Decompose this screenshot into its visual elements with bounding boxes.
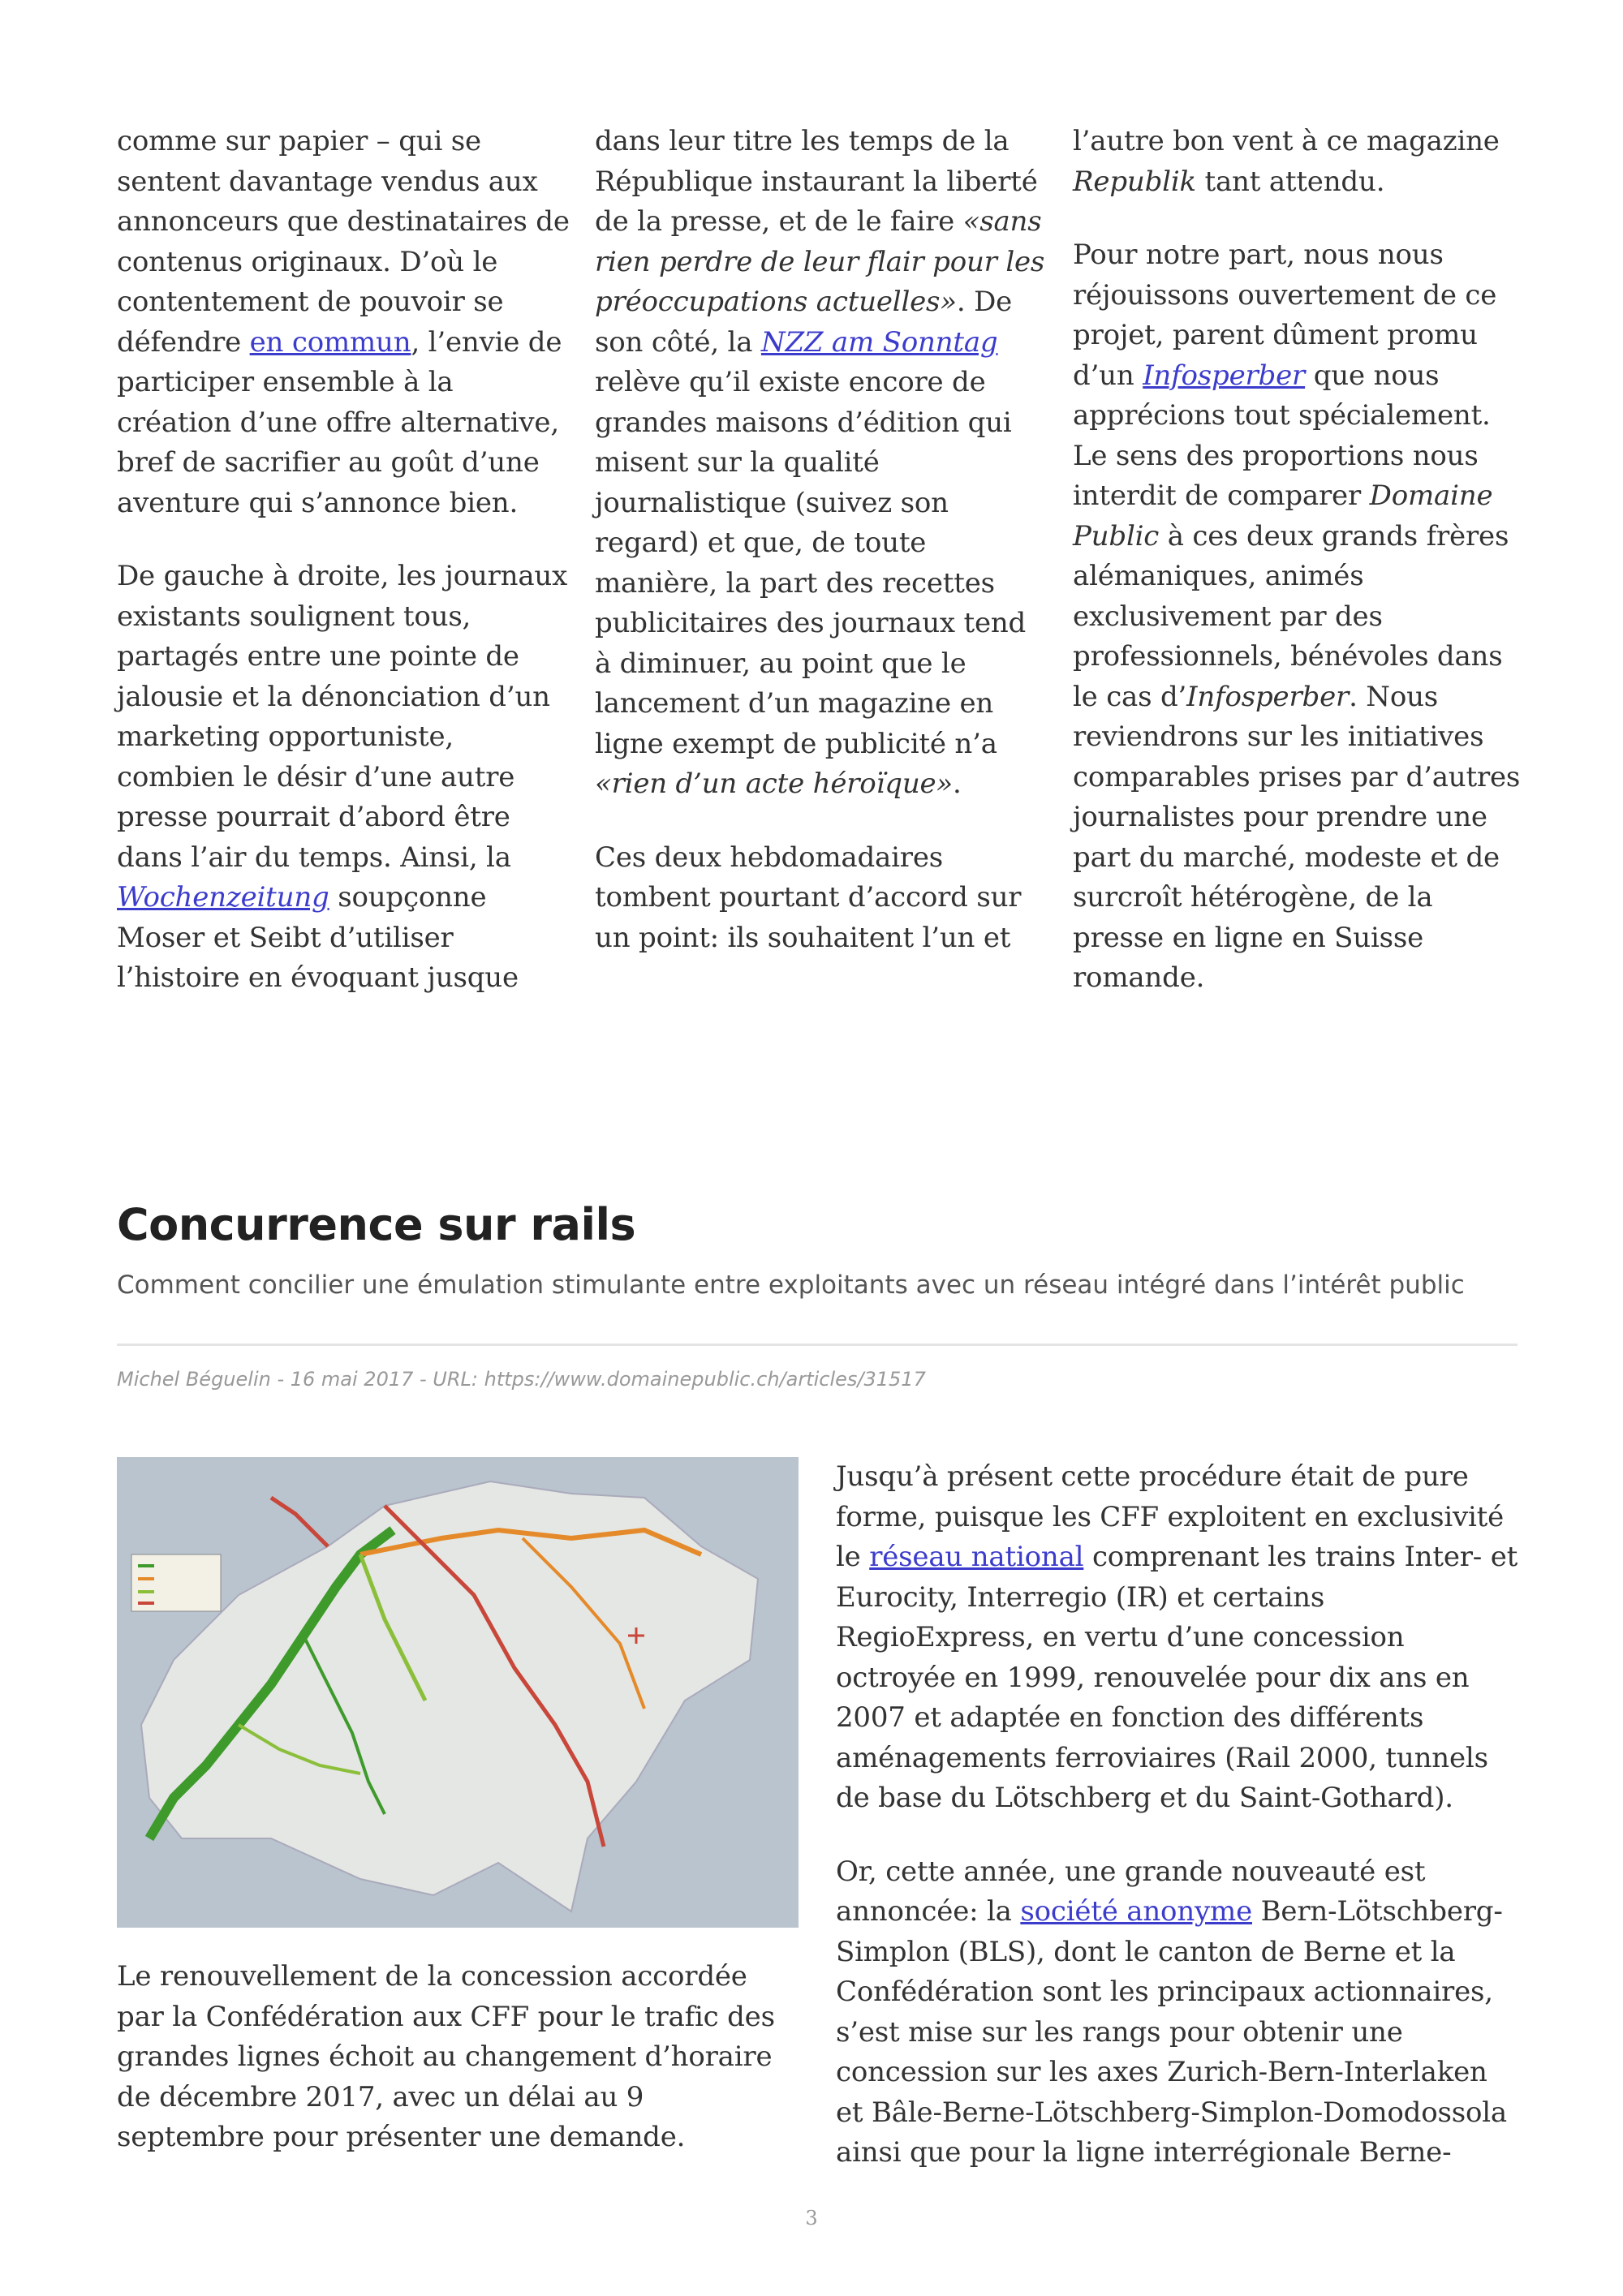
text-run: De gauche à droite, les journaux existants soulignent tous, partagés entre une pointe de jalousie et la dénonciation d’un marketing opportuniste, combien le désir d’une autre presse pourrait d’abord être dans l’air du temps. Ainsi, la (117, 560, 568, 874)
text-run: relève qu’il existe encore de grandes maisons d’édition qui misent sur la qualité journalistique (suivez son regard) et que, de toute manière, la part des recettes publicitaires des journaux tend à diminuer, au point que le lancement d’un magazine en ligne exempt de publicité n’a (595, 366, 1027, 760)
paragraph (1073, 235, 1527, 999)
rail-network-map-image (117, 1457, 799, 1928)
paragraph (836, 1852, 1522, 2173)
article-column-left (117, 1957, 799, 2191)
divider (117, 1344, 1518, 1346)
paragraph (595, 122, 1049, 805)
link-wochenzeitung[interactable]: Wochenzeitung (117, 881, 329, 914)
emphasis: Domaine Public (1073, 479, 1493, 553)
text-run: , l’envie de participer ensemble à la création d’une offre alternative, bref de sacrifier au goût d’une aventure qui s’annonce bien. (117, 325, 562, 519)
text-run: Pour notre part, nous nous réjouissons ouvertement de ce projet, parent dûment promu d’un (1073, 239, 1497, 392)
text-run: Bern-Lötschberg-Simplon (BLS), dont le canton de Berne et la Confédération sont les principaux actionnaires, s’est mise sur les rangs pour obtenir une concession sur les axes Zurich-Bern-Interlaken et Bâle-Berne-Lötschberg-Simplon-Domodossola ainsi que pour la ligne interrégionale Berne- (836, 1895, 1507, 2169)
text-run: . Nous reviendrons sur les initiatives comparables prises par d’autres journalistes pour prendre une part du marché, modeste et de surcroît hétérogène, de la presse en ligne en Suisse romande. (1073, 680, 1521, 994)
text-run: Jusqu’à présent cette procédure était de pure forme, puisque les CFF exploitent en exclusivité le (836, 1460, 1505, 1573)
text-run: à ces deux grands frères alémaniques, animés exclusivement par des professionnels, bénévoles dans le cas d’ (1073, 519, 1509, 713)
text-column-1 (117, 122, 571, 1032)
text-run: . (953, 767, 962, 800)
link-reseau-national[interactable]: réseau national (869, 1541, 1084, 1573)
paragraph (117, 122, 571, 523)
text-run: Or, cette année, une grande nouveauté est annoncée: la (836, 1855, 1426, 1928)
link-infosperber[interactable]: Infosperber (1143, 359, 1306, 392)
text-run: comprenant les trains Inter- et Eurocity, Interregio (IR) et certains RegioExpress, en vertu d’une concession octroyée en 1999, renouvelée pour dix ans en 2007 et adaptée en fonction des différents aménagements ferroviaires (Rail 2000, tunnels de base du Lötschberg et du Saint-Gothard). (836, 1541, 1518, 1814)
article-title: Concurrence sur rails (117, 1199, 636, 1250)
link-nzz-am-sonntag[interactable]: NZZ am Sonntag (760, 325, 998, 359)
text-run: que nous apprécions tout spécialement. Le sens des proportions nous interdit de comparer (1073, 359, 1491, 512)
text-run: tant attendu. (1195, 165, 1385, 198)
article-meta: Michel Béguelin - 16 mai 2017 - URL: https://www.domainepublic.ch/articles/31517 (117, 1368, 926, 1391)
paragraph: Le renouvellement de la concession accordée par la Confédération aux CFF pour le trafic des grandes lignes échoit au changement d’horaire de décembre 2017, avec un délai au 9 septembre pour présenter une demande. (117, 1960, 775, 2153)
article-column-right (836, 1457, 1522, 2207)
text-run: soupçonne Moser et Seibt d’utiliser l’histoire en évoquant jusque (117, 881, 519, 994)
paragraph (1073, 122, 1527, 202)
quote: «sans rien perdre de leur flair pour les préoccupations actuelles» (595, 205, 1045, 318)
text-run: comme sur papier – qui se sentent davantage vendus aux annonceurs que destinataires de contenus originaux. D’où le contentement de pouvoir se défendre (117, 125, 570, 359)
article-subtitle: Comment concilier une émulation stimulante entre exploitants avec un réseau intégré dans l’intérêt public (117, 1271, 1465, 1300)
text-column-3 (1073, 122, 1527, 1032)
link-en-commun[interactable]: en commun (249, 325, 411, 359)
emphasis: Republik (1073, 165, 1196, 198)
text-run: l’autre bon vent à ce magazine (1073, 125, 1500, 157)
text-run: dans leur titre les temps de la République instaurant la liberté de la presse, et de le faire (595, 125, 1038, 238)
text-run: . De son côté, la (595, 286, 1013, 359)
quote: «rien d’un acte héroïque» (595, 767, 954, 800)
page-number: 3 (805, 2207, 818, 2229)
text-column-2 (595, 122, 1049, 991)
paragraph: Ces deux hebdomadaires tombent pourtant d’accord sur un point: ils souhaitent l’un et (595, 841, 1022, 954)
emphasis: Infosperber (1186, 680, 1350, 713)
paragraph (117, 557, 571, 999)
link-societe-anonyme[interactable]: société anonyme (1020, 1895, 1252, 1928)
paragraph (836, 1457, 1522, 1819)
